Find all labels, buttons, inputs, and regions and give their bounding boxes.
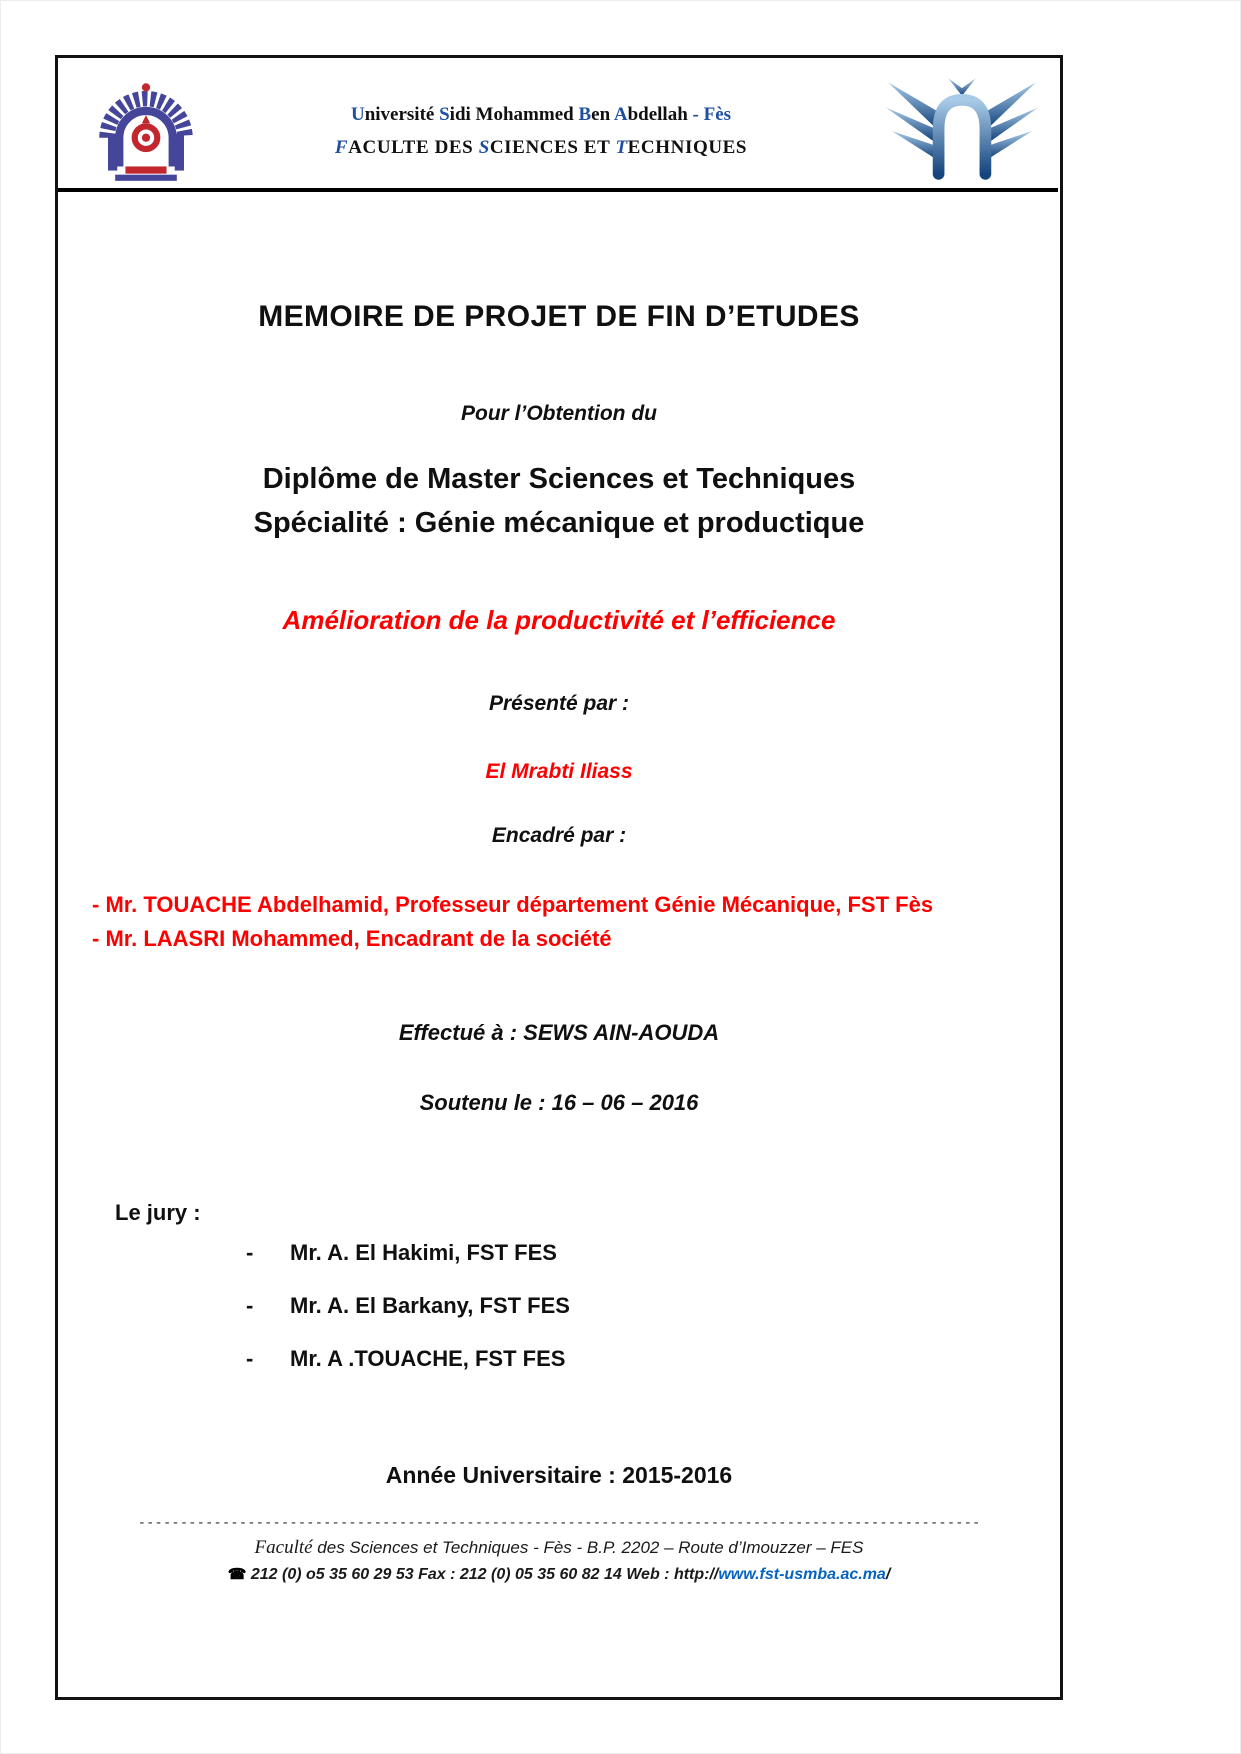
jury-bullet: - — [246, 1346, 254, 1371]
header-divider — [58, 188, 1058, 192]
presented-by-label: Présenté par : — [488, 692, 630, 715]
diploma-line-1: Diplôme de Master Sciences et Techniques — [262, 463, 856, 495]
supervisors-list — [58, 888, 1060, 956]
fst-logo — [884, 74, 1040, 187]
supervised-by-label: Encadré par : — [491, 824, 627, 847]
text-segment: F — [334, 137, 349, 158]
footer-contact — [58, 1565, 1060, 1584]
text-segment: CIENCES ET — [489, 137, 616, 158]
academic-year: Année Universitaire : 2015-2016 — [385, 1462, 733, 1488]
university-name — [198, 104, 884, 126]
text-segment: en — [591, 104, 614, 125]
text-segment: idi Mohammed — [449, 104, 579, 125]
jury-member-name: Mr. A .TOUACHE, FST FES — [290, 1346, 566, 1371]
obtention-subtitle: Pour l’Obtention du — [461, 402, 657, 425]
project-title: Amélioration de la productivité et l’efficience — [282, 605, 836, 635]
phone-icon: ☎ — [227, 1566, 247, 1583]
text-segment: bdellah — [627, 104, 688, 125]
jury-member — [58, 1293, 1060, 1319]
text-segment: ECHNIQUES — [627, 137, 748, 158]
jury-member-name: Mr. A. El Hakimi, FST FES — [290, 1240, 557, 1265]
university-seal-logo — [94, 74, 198, 187]
fst-logo-icon — [884, 74, 1040, 187]
text-segment: S — [478, 137, 490, 158]
diploma-line-2: Spécialité : Génie mécanique et productique — [253, 506, 865, 539]
supervisor-line: - Mr. LAASRI Mohammed, Encadrant de la société — [92, 926, 612, 951]
text-segment: A — [613, 104, 628, 125]
text-segment: S — [439, 104, 450, 125]
jury-bullet: - — [246, 1293, 254, 1318]
footer-separator: ---------------------------------------------------------------------------------------------------- — [137, 1515, 981, 1531]
text-segment: des Sciences et Techniques - Fès - B.P. 2202 – Route d’Imouzzer – FES — [312, 1538, 864, 1557]
faculty-name — [198, 137, 884, 159]
author-name: El Mrabti Iliass — [485, 760, 633, 783]
text-segment: T — [615, 137, 628, 158]
institution-titles — [198, 74, 884, 159]
jury-label: Le jury : — [115, 1200, 201, 1225]
text-segment: / — [885, 1566, 891, 1583]
website-link[interactable]: www.fst-usmba.ac.ma — [718, 1566, 886, 1583]
memoire-title: MEMOIRE DE PROJET DE FIN D’ETUDES — [258, 300, 860, 333]
text-segment: Faculté — [254, 1537, 313, 1558]
text-segment: U — [350, 104, 365, 125]
text-segment: ACULTE DES — [348, 137, 479, 158]
text-segment: - Fès — [687, 104, 732, 125]
text-segment: niversité — [364, 104, 440, 125]
internship-location: Effectué à : SEWS AIN-AOUDA — [398, 1020, 720, 1045]
jury-member — [58, 1240, 1060, 1266]
jury-member — [58, 1346, 1060, 1372]
jury-bullet: - — [246, 1240, 254, 1265]
footer-address — [58, 1537, 1060, 1559]
text-segment: 212 (0) o5 35 60 29 53 Fax : 212 (0) 05 35 60 82 14 Web : http:// — [246, 1566, 719, 1583]
document-header — [58, 58, 1060, 188]
page-border-frame — [55, 55, 1063, 1700]
defense-date: Soutenu le : 16 – 06 – 2016 — [419, 1090, 699, 1115]
supervisor-line: - Mr. TOUACHE Abdelhamid, Professeur département Génie Mécanique, FST Fès — [92, 892, 934, 917]
jury-member-name: Mr. A. El Barkany, FST FES — [290, 1293, 570, 1318]
text-segment: B — [578, 104, 592, 125]
university-seal-icon — [94, 74, 198, 187]
diploma-title — [58, 458, 1060, 545]
